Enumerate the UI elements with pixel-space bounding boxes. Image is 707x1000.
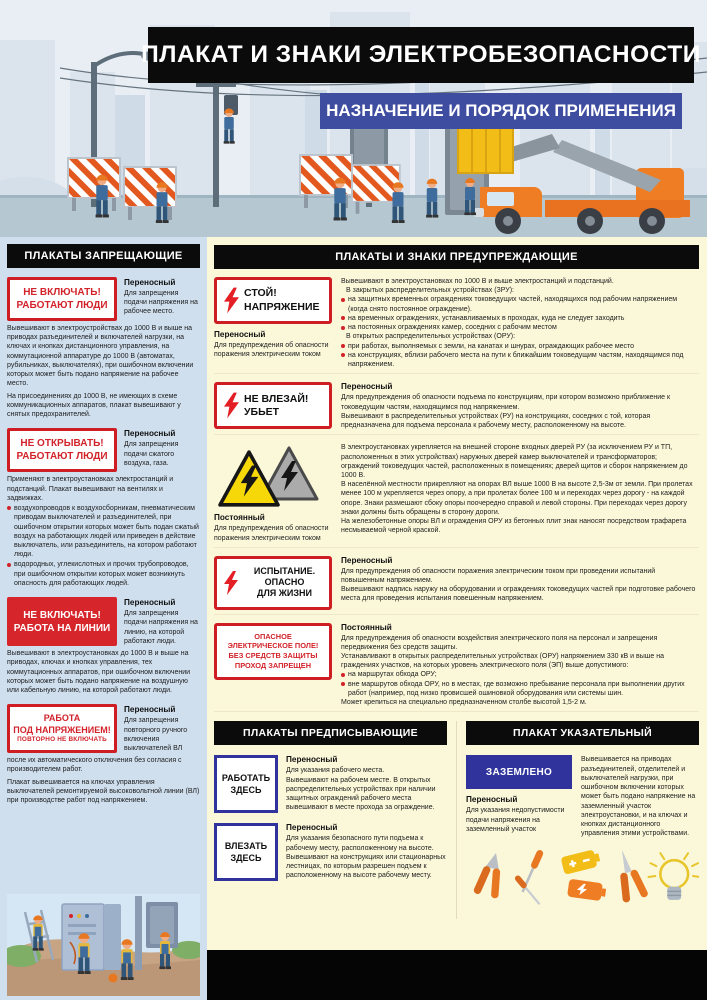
sign-ne-vklyuchat-rabota-na-linii xyxy=(7,597,117,646)
sign-opasnoe-elektricheskoe-pole xyxy=(214,623,332,681)
sign-line: ЗДЕСЬ xyxy=(230,785,262,796)
sign-line: ОПАСНОЕ xyxy=(254,631,292,641)
purpose-text: Для запрещения подачи сжатого воздуха, газа. xyxy=(124,441,179,467)
warning-section xyxy=(207,237,707,1000)
bullet-item: вне маршрутов обхода ОРУ, но в местах, где возможно пребывание персонала при выполнении других работ (например, под низко провисшей ошиновкой оборудования или системы шин. xyxy=(341,680,697,698)
sign-line: НАПРЯЖЕНИЕ xyxy=(244,300,320,313)
type-label: Постоянный xyxy=(341,622,392,632)
sign-line: ОПАСНО xyxy=(264,577,305,587)
sign-stoy-napryazhenie xyxy=(214,277,332,324)
body-text: Вывешивают в электроустановках по 1000 В и выше электростанций и подстанций. xyxy=(341,278,614,285)
bullet-item: на постоянных ограждениях камер, соседних с рабочим местом xyxy=(341,323,697,332)
pliers-icon xyxy=(472,850,508,900)
sign-line: НЕ ВКЛЮЧАТЬ! xyxy=(23,287,101,298)
sign-line: ПРОХОД ЗАПРЕЩЕН xyxy=(234,661,312,671)
screwdrivers-icon xyxy=(514,849,545,906)
purpose-text: Для предупреждения об опасности поражения электрическим током xyxy=(214,525,329,542)
body-text: Применяют в электроустановках электростанций и подстанций. Плакат вывешивают на вентилях и задвижках. xyxy=(7,476,174,502)
sign-line: БЕЗ СРЕДСТВ ЗАЩИТЫ xyxy=(228,651,318,661)
sign-rabota-pod-napryazheniem xyxy=(7,704,117,753)
type-label: Постоянный xyxy=(214,513,265,523)
body-text: Для предупреждения об опасности воздействия электрического поля на персонал и запрещения передвижения без средств защиты. xyxy=(341,634,658,651)
warning-header: ПЛАКАТЫ И ЗНАКИ ПРЕДУПРЕЖДАЮЩИЕ xyxy=(214,245,699,269)
indicate-header: ПЛАКАТ УКАЗАТЕЛЬНЫЙ xyxy=(466,721,699,745)
type-label: Переносный xyxy=(286,823,338,833)
type-label: Переносный xyxy=(341,555,393,565)
indicate-section xyxy=(456,721,699,919)
indicate-item xyxy=(466,755,699,838)
tools-illustration xyxy=(466,842,699,914)
body-text: В населённой местности прикрепляют на опорах ВЛ выше 1000 В на высоте 2,5-3м от земли. При пролетах менее 100 м укрепляется через опору, а при пролетах более 100 м и переходах через дорогу - на каждой опоре. Знаки размешают сбоку опоры поочередно справой и левой стороны. При переходах через дорогу знаки должны быть обращены в сторону дороги. xyxy=(341,481,693,516)
batteries-icon xyxy=(561,849,607,902)
bullet-item: на конструкциях, вблизи рабочего места на пути к ближайшим токоведущим частям, находящимся под напряжением. xyxy=(341,351,697,369)
bullet-item: при работах, выполняемых с земли, на канатах и шнурах, ограждающих рабочее место xyxy=(341,342,697,351)
body-text: На железобетонные опоры ВЛ и ограждения ОРУ из бетонных плит знак наносят посредством трафарета несмываемой черной краской. xyxy=(341,518,687,535)
sign-ne-vlezay-ubyot xyxy=(214,382,332,429)
sign-line: ПОВТОРНО НЕ ВКЛЮЧАТЬ xyxy=(17,736,107,744)
body-text: Вывешивают в электроустройствах до 1000 В и выше на приводах разъединителей и включателей нагрузки, на ключах и кнопках дистанционного управления, на коммутационной аппаратуре до 1000 В (автоматах, рубильниках, выключателях), при ошибочном включении которых может быть подано напряжение на рабочее место. xyxy=(7,325,194,388)
sign-line: УБЬЕТ xyxy=(244,405,280,418)
prescribe-item-1 xyxy=(214,755,447,813)
type-label: Переносный xyxy=(286,755,338,765)
bullet-item: воздухопроводов к воздухосборникам, пневматическим приводам выключателей и разъединителей, при ошибочном открытии которых может быть подан сжатый воздух на работающих людей или приведен в действие выключатель, или разъединитель, на котором работают люди. xyxy=(7,504,200,559)
lightning-bolt-icon xyxy=(224,287,239,314)
lightning-bolt-icon xyxy=(224,392,239,419)
prohibit-header: ПЛАКАТЫ ЗАПРЕЩАЮЩИЕ xyxy=(7,244,200,268)
sign-ispytanie-opasno xyxy=(214,556,332,610)
long-nose-pliers-icon xyxy=(609,846,650,904)
lightning-bolt-icon xyxy=(224,570,238,596)
sign-line: ЗДЕСЬ xyxy=(230,853,262,864)
prohibit-section xyxy=(0,237,207,1000)
sign-ne-vklyuchat-rabotayut-lyudi xyxy=(7,277,117,321)
type-label: Переносный xyxy=(341,382,393,392)
body-text: Вывешивается на приводах разъединителей, отделителей и выключателей нагрузки, при ошибочном включении которых может быть подано напряжение на заземленный участок электроустановки, и на ключах и кнопках дистанционного управления этими устройствами. xyxy=(581,756,696,838)
sign-line: НЕ ОТКРЫВАТЬ! xyxy=(20,438,104,450)
warning-row-triangles xyxy=(214,443,699,547)
sign-vlezat-zdes xyxy=(214,823,278,881)
body-text: после их автоматического отключения без согласия с производителем работ. xyxy=(7,757,182,774)
body-text: В электроустановках укрепляется на внешней стороне входных дверей РУ (за исключением РУ и ТП, расположенных в этих устройствах) наружных дверей камер выключателей и трансформаторов; ограждений токоведущих частей, расположенных в помещениях; дверей щитов и сборок напряжением до 1000 В. xyxy=(341,444,688,479)
body-text: Для предупреждения об опасности поражения электрическим током при проведении испытаний повышенным напряжением. xyxy=(341,567,656,584)
type-label: Переносный xyxy=(466,795,518,805)
purpose-text: Для запрещения подачи напряжения на линию, на которой работают люди. xyxy=(124,610,198,645)
sign-line: НЕ ВЛЕЗАЙ! xyxy=(244,392,309,405)
workers-illustration xyxy=(7,894,200,996)
type-label: Переносный xyxy=(214,330,266,339)
sign-line: НЕ ВКЛЮЧАТЬ! xyxy=(23,609,101,621)
body-text: В открытых распределительных устройствах (ОРУ): xyxy=(346,333,516,341)
purpose-text: Для запрещения подачи напряжения на рабочее место. xyxy=(124,290,198,316)
body-text: Устанавливают в открытых распределительных устройствах (ОРУ) напряжением 330 кВ и выше на граждениях участков, на которых уровень электрического поля (ЭП) выше допустимого: xyxy=(341,652,664,670)
body-text: Для указания рабочего места. xyxy=(286,767,385,775)
body-text: В закрытых распределительных устройствах (ЗРУ): xyxy=(346,287,514,295)
body-text: Вывешивают в распределительных устройствах (РУ) на конструкциях, соседних с той, которая предназначена для подъема персонала к рабочему месту, расположенному на высоте. xyxy=(341,412,651,430)
poster-title: ПЛАКАТ И ЗНАКИ ЭЛЕКТРОБЕЗОПАСНОСТИ xyxy=(148,27,694,83)
main-content xyxy=(0,237,707,1000)
type-label: Переносный xyxy=(124,429,176,439)
warning-row-ne-vlezay xyxy=(214,382,699,435)
prohibit-item-4 xyxy=(7,704,200,753)
warning-row-elektricheskoe-pole xyxy=(214,623,699,713)
sign-line: ИСПЫТАНИЕ. xyxy=(253,565,316,576)
hero xyxy=(0,0,707,237)
prohibit-item-3 xyxy=(7,597,200,646)
bottom-sections xyxy=(214,721,699,919)
warning-row-ispytanie xyxy=(214,556,699,615)
type-label: Переносный xyxy=(124,598,176,608)
type-label: Переносный xyxy=(124,278,176,287)
bullet-item: на временных ограждениях, устанавливаемых в проходах, куда не следует заходить xyxy=(341,314,697,323)
purpose-text: Для предупреждения об опасности поражения электрическим током xyxy=(214,342,329,359)
prohibit-item-2 xyxy=(7,428,200,472)
body-text: Может крепиться на специально предназначенном столбе высотой 1,5-2 м. xyxy=(341,699,587,707)
purpose-text: Для запрещения повторного ручного включения выключателей ВЛ xyxy=(124,717,188,752)
bullet-item: водородных, углекислотных и прочих трубопроводов, при ошибочном открытии которых может возникнуть опасность для работающих людей. xyxy=(7,560,200,588)
footer-bar xyxy=(207,950,707,1000)
body-text: Вывешивают надпись наружу на оборудовании и ограждениях токоведущих частей при подготовке рабочего места для проведения испытания повешенным напряжением. xyxy=(341,586,696,603)
sign-line: РАБОТАЮТ ЛЮДИ xyxy=(16,451,108,463)
sign-line: ДЛЯ ЖИЗНИ xyxy=(257,588,312,599)
sign-line: ВЛЕЗАТЬ xyxy=(224,840,268,851)
sign-line: РАБОТА xyxy=(43,712,81,723)
warning-row-stoy-napryazhenie xyxy=(214,277,699,374)
sign-ne-otkryvat-rabotayut-lyudi xyxy=(7,428,117,472)
body-text: Вывешивают на рабочем месте. В открытых распределительных устройствах при наличии защитных ограждений рабочего места вывешивают в месте прохода за ограждение. xyxy=(286,776,436,812)
body-text: Вывешивают в электроустановках до 1000 В и выше на приводах, ключах и кнопках управления, тех коммутационных аппаратов, при ошибочном включении которых может быть подано напряжение на воздушную или кабельную линию, на которой работают люди. xyxy=(7,650,191,695)
sign-zazemleno: ЗАЗЕМЛЕНО xyxy=(466,755,572,789)
type-label: Переносный xyxy=(124,705,176,715)
sign-line: РАБОТАЮТ ЛЮДИ xyxy=(16,300,108,311)
prescribe-section xyxy=(214,721,447,919)
body-text: Для указания безопасного пути подъема к рабочему месту, расположенному на высоте. Вывешивают на конструкциях или стационарных лестницах, по которым разрешен подъем к расположенному на высоте рабочему месту. xyxy=(286,835,446,880)
body-text: Плакат вывешивается на ключах управления выключателей ремонтируемой высоковольтной линии (ВЛ) при производстве работ под напряжением. xyxy=(7,778,200,805)
poster-subtitle: НАЗНАЧЕНИЕ И ПОРЯДОК ПРИМЕНЕНИЯ xyxy=(320,93,682,129)
prescribe-item-2 xyxy=(214,823,447,881)
body-text: На присоединениях до 1000 В, не имеющих в схеме коммуникационных аппаратов, плакат вывешивают у снятых предохранителей. xyxy=(7,392,181,419)
prohibit-item-1 xyxy=(7,277,200,321)
body-text: Для предупреждения об опасности подъема по конструкциям, при котором возможно приближение к токоведущим частям, находящимся под напряжением. xyxy=(341,394,671,411)
sign-line: СТОЙ! xyxy=(244,287,277,300)
sign-line: РАБОТА НА ЛИНИИ xyxy=(13,622,111,634)
warning-triangle-yellow-icon xyxy=(216,449,282,509)
bullet-item: на защитных временных ограждениях токоведущих частей, находящихся под рабочим напряжением (когда снято постоянное ограждение). xyxy=(341,295,697,313)
bullet-item: на маршрутах обхода ОРУ; xyxy=(341,670,697,679)
light-bulb-icon xyxy=(648,854,699,901)
sign-line: РАБОТАТЬ xyxy=(221,772,271,783)
sign-line: ПОД НАПРЯЖЕНИЕМ! xyxy=(13,724,111,735)
sign-rabotat-zdes xyxy=(214,755,278,813)
purpose-text: Для указания недопустимости подачи напряжения на заземленный участок xyxy=(466,807,565,833)
prescribe-header: ПЛАКАТЫ ПРЕДПИСЫВАЮЩИЕ xyxy=(214,721,447,745)
sign-line: ЭЛЕКТРИЧЕСКОЕ ПОЛЕ! xyxy=(227,641,319,651)
